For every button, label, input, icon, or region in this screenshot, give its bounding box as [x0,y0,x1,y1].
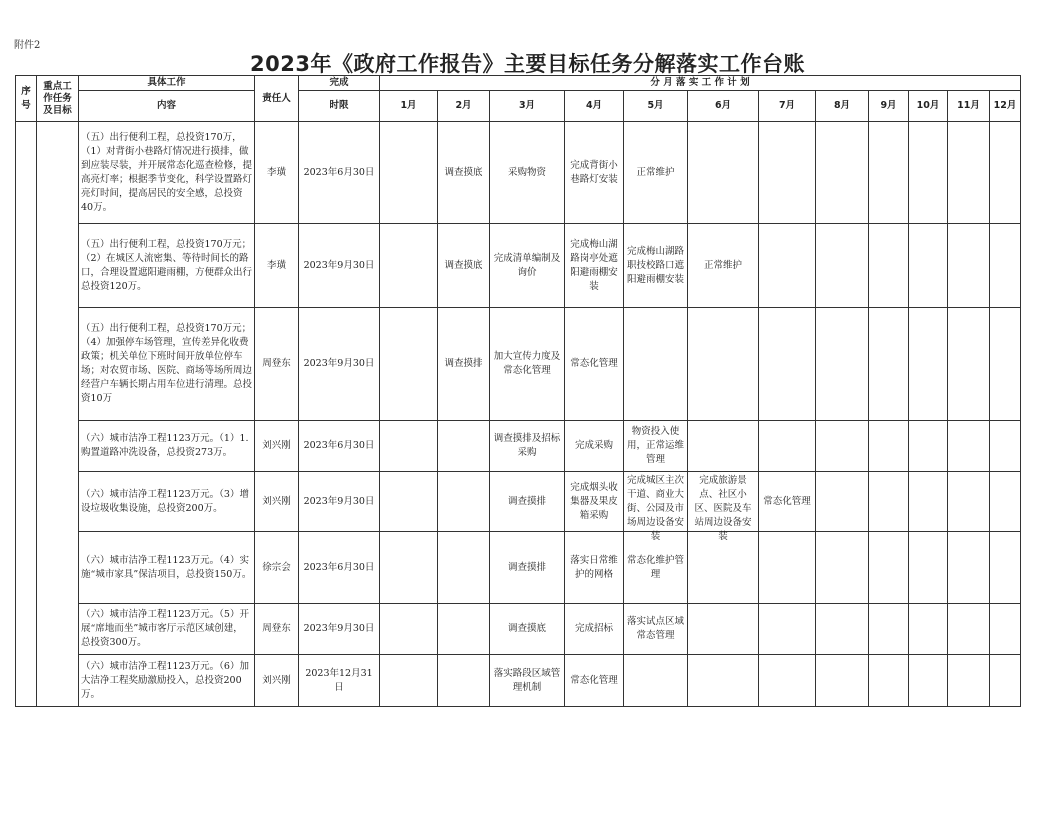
month-plan-cell [490,532,565,604]
month-plan-cell [688,421,759,472]
month-plan-text: 调查摸底 [507,623,546,634]
month-plan-text: 常态化管理 [570,358,618,369]
month-plan-cell [909,655,948,707]
month-plan-cell [816,122,869,224]
header-monthly-plan: 分 月 落 实 工 作 计 划 [380,76,1021,91]
month-plan-cell [990,122,1021,224]
table-row [16,532,1021,604]
header-responsible: 责任人 [255,76,299,122]
month-plan-cell [380,224,438,308]
header-month: 11月 [948,91,990,122]
month-plan-cell [438,532,490,604]
month-plan-cell [438,421,490,472]
deadline-cell: 2023年12月31日 [299,655,380,707]
month-plan-cell [624,122,688,224]
header-month: 4月 [565,91,624,122]
header-seq: 序号 [16,76,37,122]
month-plan-cell [990,421,1021,472]
month-plan-cell [909,421,948,472]
month-plan-cell [759,472,816,532]
month-plan-text: 完成采购 [574,440,613,451]
month-plan-text: 正常维护 [703,259,742,271]
month-plan-text: 调查摸排 [507,561,546,573]
month-plan-cell [816,532,869,604]
month-plan-cell [688,472,759,542]
month-plan-cell [565,122,624,224]
month-plan-text: 完成梅山湖路职技校路口遮阳避雨棚安装 [626,245,684,285]
month-plan-text: 物资投入使用，正常运维管理 [626,426,684,465]
month-plan-cell [490,472,565,532]
month-plan-text: 采购物资 [507,166,546,178]
month-plan-cell [380,655,438,707]
header-month: 5月 [624,91,688,122]
month-plan-cell [380,472,438,532]
month-plan-cell [438,604,490,655]
content-cell: （五）出行便利工程，总投资170万，（1）对背街小巷路灯情况进行摸排，做到应装尽装，并开展常态化巡查检修，提高亮灯率；根据季节变化，科学设置路灯亮灯时间，提高居民的安全感，总投资40万。 [79,122,255,224]
header-month: 1月 [380,91,438,122]
month-plan-cell [438,308,490,421]
month-plan-cell [438,224,490,308]
month-plan-cell [624,421,688,472]
header-month: 8月 [816,91,869,122]
page-title: 2023年《政府工作报告》主要目标任务分解落实工作台账 [250,52,805,76]
header-month: 7月 [759,91,816,122]
responsible-cell: 李璜 [255,122,299,224]
month-plan-cell [490,604,565,655]
month-plan-text: 常态化管理 [763,495,811,507]
month-plan-cell [490,655,565,707]
responsible-cell: 周登东 [255,308,299,421]
month-plan-cell [869,224,909,308]
table-row [16,122,1021,224]
table-row [16,604,1021,655]
month-plan-cell [624,604,688,655]
month-plan-cell [565,604,624,655]
deadline-cell: 2023年9月30日 [299,472,380,532]
ledger-table [15,75,1021,707]
month-plan-cell [909,604,948,655]
month-plan-cell [565,224,624,308]
month-plan-text: 落实试点区域常态管理 [626,616,684,641]
month-plan-cell [565,655,624,707]
key-task-cell [37,122,79,707]
table-row [16,224,1021,308]
month-plan-cell [759,122,816,224]
header-completion: 完成 [299,76,380,91]
header-month: 6月 [688,91,759,122]
month-plan-text: 加大宣传力度及常态化管理 [493,351,561,376]
month-plan-cell [948,421,990,472]
month-plan-text: 落实日常维护的网格 [570,554,618,580]
month-plan-cell [438,122,490,224]
ledger-body [16,122,1021,707]
content-cell: （五）出行便利工程，总投资170万元；（4）加强停车场管理，宣传差异化收费政策；机关单位下班时间开放单位停车场；对农贸市场、医院、商场等场所周边经营户车辆长期占用车位进行清理。总投资10万 [79,308,255,421]
deadline-cell: 2023年6月30日 [299,532,380,604]
month-plan-cell [869,472,909,532]
month-plan-cell [438,655,490,707]
month-plan-text: 正常维护 [636,166,675,178]
month-plan-text: 调查摸底 [444,166,483,178]
month-plan-cell [380,532,438,604]
month-plan-cell [948,655,990,707]
deadline-cell: 2023年9月30日 [299,308,380,421]
month-plan-cell [909,122,948,224]
month-plan-cell [869,122,909,224]
header-month: 3月 [490,91,565,122]
month-plan-cell [990,604,1021,655]
header-month: 9月 [869,91,909,122]
month-plan-cell [380,122,438,224]
month-plan-cell [948,604,990,655]
month-plan-cell [816,224,869,308]
month-plan-cell [438,472,490,532]
month-plan-cell [909,472,948,532]
content-cell: （六）城市洁净工程1123万元。（1）1.购置道路冲洗设备，总投资273万。 [79,421,255,472]
month-plan-cell [816,308,869,421]
content-cell: （五）出行便利工程，总投资170万元；（2）在城区人流密集、等待时间长的路口，合理设置遮阳避雨棚，方便群众出行总投资120万。 [79,224,255,308]
header-content: 内容 [79,91,255,122]
month-plan-cell [909,532,948,604]
month-plan-text: 完成背街小巷路灯安装 [570,159,618,185]
month-plan-cell [565,472,624,532]
month-plan-text: 完成清单编制及询价 [493,252,561,278]
responsible-cell: 刘兴刚 [255,655,299,707]
table-row [16,472,1021,532]
month-plan-cell [990,655,1021,707]
month-plan-cell [490,421,565,472]
month-plan-cell [759,655,816,707]
month-plan-text: 调查摸排 [444,358,483,369]
month-plan-cell [688,308,759,421]
month-plan-cell [816,604,869,655]
deadline-cell: 2023年6月30日 [299,421,380,472]
table-row [16,308,1021,421]
month-plan-cell [490,122,565,224]
month-plan-cell [624,308,688,421]
month-plan-cell [990,472,1021,532]
month-plan-cell [565,421,624,472]
month-plan-cell [380,604,438,655]
month-plan-cell [688,604,759,655]
header-month: 2月 [438,91,490,122]
month-plan-cell [869,421,909,472]
month-plan-cell [816,421,869,472]
header-key-task: 重点工作任务及目标 [37,76,79,122]
month-plan-text: 完成旅游景点、社区小区、医院及车站周边设备安装 [694,474,752,542]
month-plan-text: 落实路段区域管理机制 [493,667,561,693]
responsible-cell: 刘兴刚 [255,472,299,532]
month-plan-cell [816,472,869,532]
month-plan-cell [624,655,688,707]
content-cell: （六）城市洁净工程1123万元。（3）增设垃圾收集设施，总投资200万。 [79,472,255,532]
table-row [16,655,1021,707]
month-plan-cell [688,655,759,707]
month-plan-cell [759,421,816,472]
month-plan-cell [948,532,990,604]
responsible-cell: 刘兴刚 [255,421,299,472]
month-plan-cell [909,224,948,308]
attachment-label: 附件2 [14,40,41,51]
month-plan-cell [990,532,1021,604]
month-plan-text: 调查摸排及招标采购 [493,433,561,458]
month-plan-cell [869,532,909,604]
month-plan-text: 完成城区主次干道、商业大街、公园及市场周边设备安装 [626,474,684,542]
month-plan-cell [869,655,909,707]
table-row [16,421,1021,472]
month-plan-cell [380,421,438,472]
month-plan-text: 调查摸排 [507,495,546,507]
month-plan-cell [909,308,948,421]
month-plan-cell [816,655,869,707]
month-plan-cell [565,532,624,604]
month-plan-text: 常态化管理 [570,674,618,686]
month-plan-cell [624,472,688,542]
deadline-cell: 2023年9月30日 [299,224,380,308]
month-plan-cell [624,224,688,308]
content-cell: （六）城市洁净工程1123万元。（6）加大洁净工程奖励激励投入，总投资200万。 [79,655,255,707]
header-deadline: 时限 [299,91,380,122]
month-plan-cell [948,308,990,421]
month-plan-text: 完成梅山湖路岗亭处遮阳避雨棚安装 [570,238,618,292]
month-plan-text: 常态化维护管理 [626,554,684,580]
responsible-cell: 周登东 [255,604,299,655]
month-plan-cell [990,224,1021,308]
responsible-cell: 徐宗会 [255,532,299,604]
month-plan-cell [759,532,816,604]
month-plan-cell [869,604,909,655]
responsible-cell: 李璜 [255,224,299,308]
month-plan-cell [565,308,624,421]
month-plan-cell [688,224,759,308]
deadline-cell: 2023年9月30日 [299,604,380,655]
month-plan-cell [948,224,990,308]
month-plan-cell [688,122,759,224]
month-plan-text: 完成招标 [574,623,613,634]
month-plan-cell [490,308,565,421]
deadline-cell: 2023年6月30日 [299,122,380,224]
month-plan-cell [948,472,990,532]
header-specific-work: 具体工作 [79,76,255,91]
month-plan-cell [759,224,816,308]
header-month: 10月 [909,91,948,122]
month-plan-text: 完成烟头收集器及果皮箱采购 [570,481,618,521]
content-cell: （六）城市洁净工程1123万元。（5）开展“席地而坐”城市客厅示范区域创建，总投资300万。 [79,604,255,655]
content-cell: （六）城市洁净工程1123万元。（4）实施“城市家具”保洁项目，总投资150万。 [79,532,255,604]
month-plan-cell [759,308,816,421]
month-plan-cell [990,308,1021,421]
month-plan-cell [948,122,990,224]
month-plan-cell [490,224,565,308]
seq-cell [16,122,37,707]
header-month: 12月 [990,91,1021,122]
month-plan-cell [759,604,816,655]
month-plan-cell [869,308,909,421]
month-plan-text: 调查摸底 [444,259,483,271]
month-plan-cell [380,308,438,421]
